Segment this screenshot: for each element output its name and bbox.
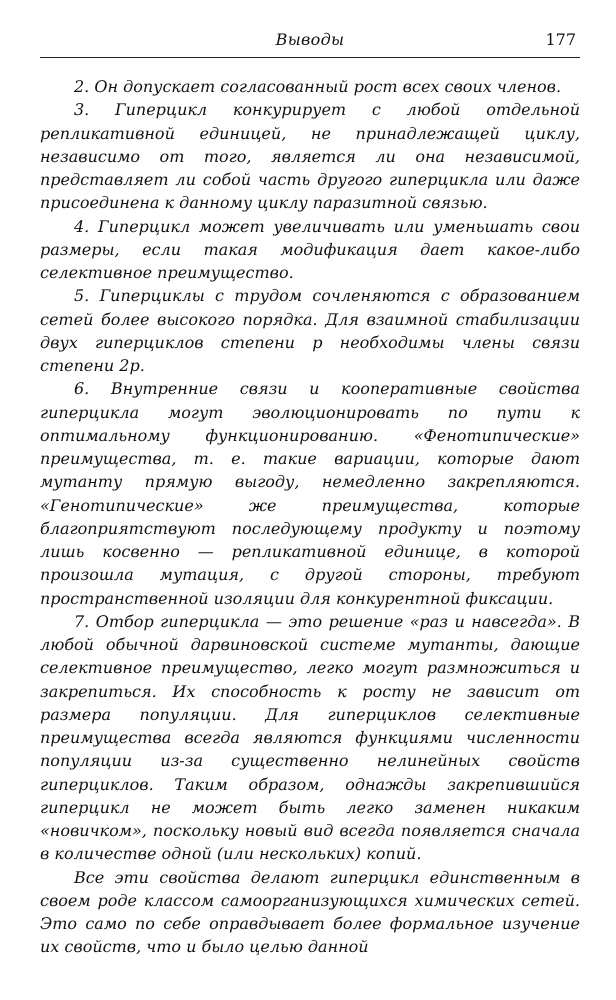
body-text bbox=[40, 75, 580, 959]
paragraph-item-5: 5. Гиперциклы с трудом сочленяются с образованием сетей более высокого порядка. Для взаимной стабилизации двух гиперциклов степени p необходимы члены связи степени 2p. bbox=[40, 286, 580, 375]
paragraph-item-4: 4. Гиперцикл может увеличивать или уменьшать свои размеры, если такая модификация дает какое-либо селективное преимущество. bbox=[40, 216, 580, 282]
paragraph-item-7: 7. Отбор гиперцикла — это решение «раз и навсегда». В любой обычной дарвиновской системе мутанты, дающие селективное преимущество, легко могут размножиться и закрепиться. Их способность к росту не зависит от размера популяции. Для гиперциклов селективные преимущества всегда являются функциями численности популяции из-за существенно нелинейных свойств гиперциклов. Таким образом, однажды закрепившийся гиперцикл не может быть легко заменен никаким «новичком», поскольку новый вид всегда появляется сначала в количестве одной (или нескольких) копий. bbox=[40, 611, 580, 864]
paragraph-item-3: 3. Гиперцикл конкурирует с любой отдельной репликативной единицей, не принадлежащей циклу, независимо от того, является ли она независимой, представляет ли собой часть другого гиперцикла или даже присоединена к данному циклу паразитной связью. bbox=[40, 100, 580, 213]
paragraph-item-2: 2. Он допускает согласованный рост всех своих членов. bbox=[74, 77, 562, 96]
running-title: Выводы bbox=[275, 30, 345, 49]
running-head bbox=[40, 30, 580, 54]
paragraph-conclusion: Все эти свойства делают гиперцикл единственным в своем роде классом самоорганизующихся химических сетей. Это само по себе оправдывает более формальное изучение их свойств, что и было целью данной bbox=[40, 867, 580, 957]
header-rule bbox=[40, 57, 580, 58]
page-number: 177 bbox=[545, 30, 576, 49]
paragraph-item-6: 6. Внутренние связи и кооперативные свойства гиперцикла могут эволюционировать по пути к оптимальному функционированию. «Фенотипические» преимущества, т. е. такие вариации, которые дают мутанту прямую выгоду, немедленно закрепляются. «Генотипические» же преимущества, которые благоприятствуют последующему продукту и поэтому лишь косвенно — репликативной единице, в которой произошла мутация, с другой стороны, требуют пространственной изоляции для конкурентной фиксации. bbox=[40, 379, 580, 608]
